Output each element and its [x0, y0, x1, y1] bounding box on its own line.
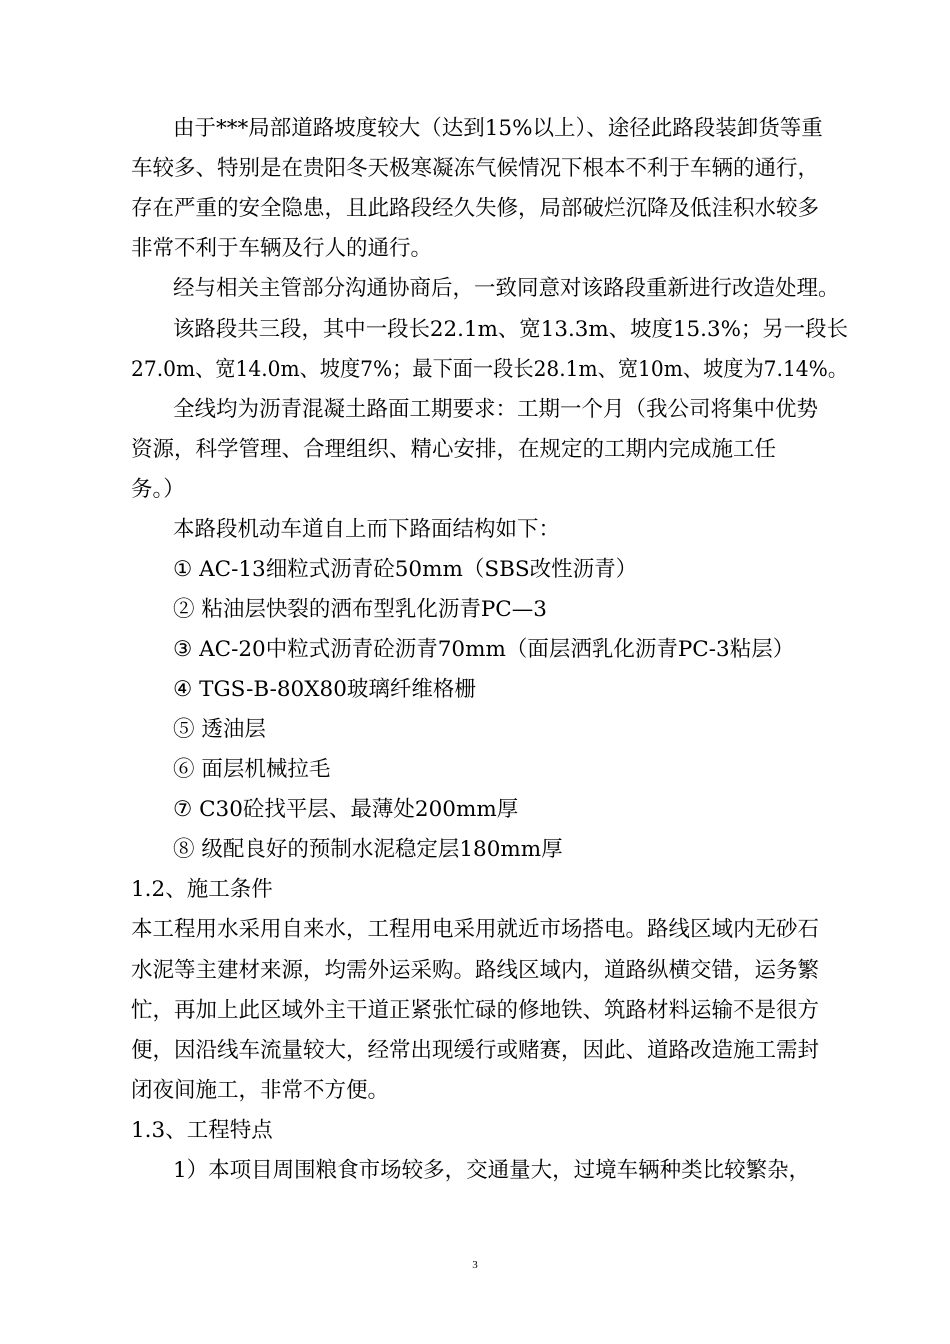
- list-item: ③ AC-20中粒式沥青砼沥青70mm（面层洒乳化沥青PC-3粘层）: [173, 637, 795, 662]
- list-item: ⑥ 面层机械拉毛: [173, 757, 331, 782]
- paragraph-line: 便，因沿线车流量较大，经常出现缓行或赌赛，因此、道路改造施工需封: [131, 1038, 820, 1063]
- list-item: ② 粘油层快裂的洒布型乳化沥青PC—3: [173, 597, 547, 622]
- section-heading: 1.3、工程特点: [131, 1118, 273, 1143]
- paragraph-line: 该路段共三段，其中一段长22.1m、宽13.3m、坡度15.3%；另一段长: [173, 317, 848, 342]
- paragraph-line: 车较多、特别是在贵阳冬天极寒凝冻气候情况下根本不利于车辆的通行，: [131, 156, 820, 181]
- paragraph-line: 全线均为沥青混凝土路面工期要求：工期一个月（我公司将集中优势: [173, 397, 819, 422]
- paragraph-line: 水泥等主建材来源，均需外运采购。路线区域内，道路纵横交错，运务繁: [131, 958, 820, 983]
- list-item: ⑦ C30砼找平层、最薄处200mm厚: [173, 797, 519, 822]
- paragraph-line: 27.0m、宽14.0m、坡度7%；最下面一段长28.1m、宽10m、坡度为7.14%。: [131, 357, 849, 382]
- paragraph-line: 忙，再加上此区域外主干道正紧张忙碌的修地铁、筑路材料运输不是很方: [131, 998, 820, 1023]
- paragraph-line: 本工程用水采用自来水，工程用电采用就近市场搭电。路线区域内无砂石: [131, 917, 820, 942]
- paragraph-line: 经与相关主管部分沟通协商后，一致同意对该路段重新进行改造处理。: [173, 276, 840, 301]
- paragraph-line: 存在严重的安全隐患，且此路段经久失修，局部破烂沉降及低洼积水较多: [131, 196, 820, 221]
- paragraph-line: 由于***局部道路坡度较大（达到15%以上）、途径此路段装卸货等重: [173, 116, 823, 141]
- list-item: ① AC-13细粒式沥青砼50mm（SBS改性沥青）: [173, 557, 638, 582]
- paragraph-line: 1）本项目周围粮食市场较多，交通量大，过境车辆种类比较繁杂，: [173, 1158, 811, 1183]
- paragraph-line: 资源，科学管理、合理组织、精心安排，在规定的工期内完成施工任: [131, 437, 777, 462]
- list-item: ⑧ 级配良好的预制水泥稳定层180mm厚: [173, 837, 563, 862]
- list-item: ④ TGS-B-80X80玻璃纤维格栅: [173, 677, 476, 702]
- paragraph-line: 闭夜间施工，非常不方便。: [131, 1078, 390, 1103]
- paragraph-line: 非常不利于车辆及行人的通行。: [131, 236, 433, 261]
- paragraph-line: 本路段机动车道自上而下路面结构如下：: [173, 517, 561, 542]
- page-number: 3: [472, 1259, 478, 1271]
- section-heading: 1.2、施工条件: [131, 877, 273, 902]
- paragraph-line: 务。）: [131, 477, 185, 502]
- list-item: ⑤ 透油层: [173, 717, 266, 742]
